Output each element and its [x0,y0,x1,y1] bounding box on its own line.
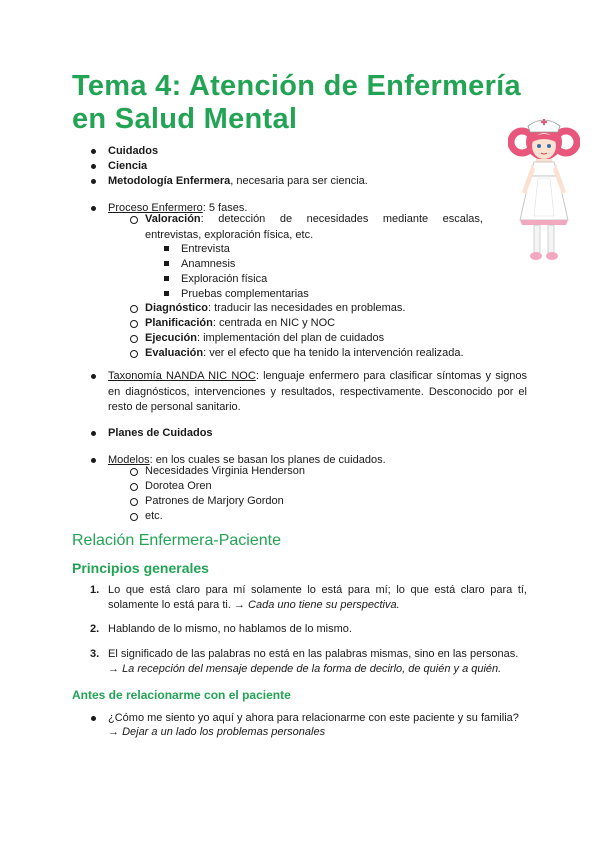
term-rest: : detección de necesidades mediante escalas, [200,213,483,225]
term-underlined: Taxonomía NANDA NIC NOC [108,370,256,382]
term-rest: : traducir las necesidades en problemas. [207,302,406,314]
list-item-ciencia: Ciencia [108,160,148,172]
term-rest: : ver el efecto que ha tenido la intervención realizada. [203,347,464,359]
term-rest: : centrada en NIC y NOC [212,317,336,329]
nurse-illustration [508,112,580,266]
bullet-dot [91,431,96,436]
bullet-dot [91,458,96,463]
bullet-square [164,291,169,296]
fase-valoracion-cont: entrevistas, exploración física, etc. [145,229,314,241]
bullet-circle [130,513,138,521]
term-rest: : 5 fases. [202,202,248,214]
bullet-dot [91,206,96,211]
principio-1-cont [108,598,400,612]
fase-diagnostico [145,301,405,315]
arrow-text: → [108,663,123,675]
arrow-text: solamente lo está para ti. → [108,599,249,611]
list-item-cuidados: Cuidados [108,145,159,157]
term-rest: : lenguaje enfermero para clasificar síntomas y signos [255,370,527,382]
bullet-circle [130,498,138,506]
bullet-square [164,276,169,281]
italic-text: La recepción del mensaje depende de la forma de decirlo, de quién y a quién. [122,663,502,675]
antes-item-cont [108,725,325,739]
term-bold: Evaluación [145,347,204,359]
bullet-circle [130,335,138,343]
term-bold: Metodología Enfermera [108,175,231,187]
bullet-dot [91,716,96,721]
bullet-dot [91,149,96,154]
fase-planificacion [145,316,335,330]
fase-valoracion [145,212,483,227]
italic-text: Cada uno tiene su perspectiva. [248,599,400,611]
bullet-circle [130,216,138,224]
taxonomia-line2: en diagnósticos, intervenciones y resultados, respectivamente. Desconocido por el [108,386,527,398]
list-item-taxonomia [108,369,527,384]
term-bold: Valoración [145,213,201,225]
section-heading-relacion: Relación Enfermera-Paciente [72,532,281,549]
list-item-planes: Planes de Cuidados [108,427,213,439]
section-heading-antes: Antes de relacionarme con el paciente [72,688,291,702]
bullet-circle [130,468,138,476]
term-rest: , necesaria para ser ciencia. [230,175,368,187]
modelo-item: Necesidades Virginia Henderson [145,465,306,477]
list-item-metodologia [108,174,368,188]
principio-2: Hablando de lo mismo, no hablamos de lo mismo. [108,623,352,635]
sub-item: Entrevista [181,243,230,255]
term-underlined: Modelos [108,454,150,466]
principio-3: El significado de las palabras no está en las palabras mismas, sino en las personas. [108,648,519,660]
arrow-text: → [108,726,123,738]
italic-text: Dejar a un lado los problemas personales [122,726,326,738]
term-rest: : implementación del plan de cuidados [196,332,385,344]
sub-item: Anamnesis [181,258,236,270]
modelo-item: Dorotea Oren [145,480,212,492]
bullet-dot [91,179,96,184]
term-bold: Planificación [145,317,213,329]
bullet-dot [91,374,96,379]
term-bold: Diagnóstico [145,302,208,314]
modelo-item: etc. [145,510,163,522]
list-number: 1. [90,584,100,596]
principio-3-cont [108,662,501,676]
term-bold: Ejecución [145,332,197,344]
page-title: Tema 4: Atención de Enfermería en Salud Mental [72,70,521,135]
fase-ejecucion [145,331,384,345]
list-number: 3. [90,648,100,660]
bullet-circle [130,320,138,328]
bullet-dot [91,164,96,169]
bullet-circle [130,483,138,491]
list-number: 2. [90,623,100,635]
bullet-square [164,261,169,266]
term-underlined: Proceso Enfermero [108,202,203,214]
sub-item: Pruebas complementarias [181,288,309,300]
bullet-circle [130,350,138,358]
bullet-circle [130,305,138,313]
modelo-item: Patrones de Marjory Gordon [145,495,284,507]
principio-1: Lo que está claro para mí solamente lo está para mí; lo que está claro para tí, [108,584,527,596]
fase-evaluacion [145,346,464,360]
taxonomia-line3: resto de personal sanitario. [108,401,241,413]
term-rest: : en los cuales se basan los planes de cuidados. [149,454,386,466]
antes-item: ¿Cómo me siento yo aquí y ahora para relacionarme con este paciente y su familia? [108,712,519,724]
sub-item: Exploración física [181,273,268,285]
bullet-square [164,246,169,251]
section-heading-principios: Principios generales [72,560,209,576]
